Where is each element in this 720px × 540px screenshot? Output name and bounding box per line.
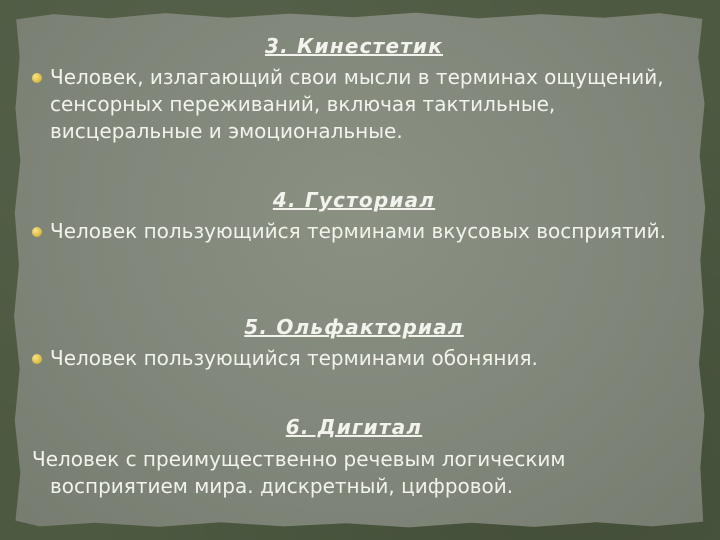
paragraph-gustatory-text: Человек пользующийся терминами вкусовых восприятий. (50, 219, 667, 243)
heading-kinesthetic: 3. Кинестетик (264, 34, 443, 58)
paragraph-digital-line2: восприятием мира. дискретный, цифровой. (50, 474, 514, 498)
bullet-icon (32, 227, 42, 237)
heading-olfactory: 5. Ольфакториал (244, 315, 464, 339)
heading-gustatory: 4. Густориал (272, 188, 436, 212)
bullet-icon (32, 354, 42, 364)
paragraph-digital (32, 446, 692, 500)
paragraph-kinesthetic-text: Человек, излагающий свои мысли в терминах ощущений, сенсорных переживаний, включая тактильные, висцеральные и эмоциональные. (50, 65, 664, 143)
bullet-icon (32, 73, 42, 83)
paragraph-olfactory-text: Человек пользующийся терминами обоняния. (50, 346, 538, 370)
paragraph-digital-line1: Человек с преимущественно речевым логическим (32, 447, 566, 471)
paragraph-olfactory (32, 345, 690, 372)
paragraph-kinesthetic (32, 64, 690, 145)
paragraph-gustatory (32, 218, 690, 245)
heading-digital: 6. Дигитал (285, 415, 423, 439)
